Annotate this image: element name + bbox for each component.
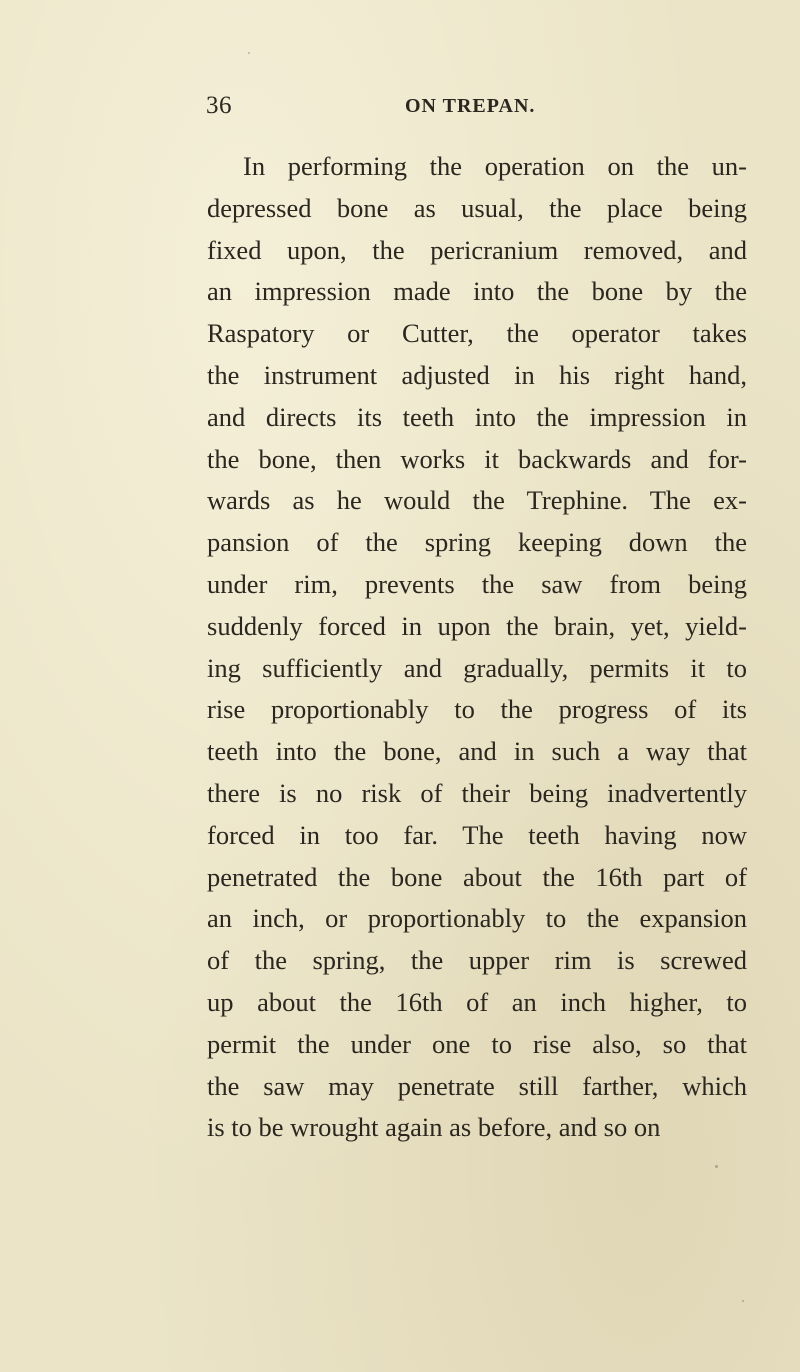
- text-line: of the spring, the upper rim is screwed: [207, 945, 747, 976]
- text-line: the instrument adjusted in his right hand,: [207, 359, 747, 390]
- text-line: and directs its teeth into the impression in: [207, 401, 747, 432]
- paper-speck: [715, 1165, 718, 1168]
- running-title: ON TREPAN.: [405, 95, 536, 117]
- text-line: the saw may penetrate still farther, which: [207, 1070, 747, 1101]
- text-line: fixed upon, the pericranium removed, and: [207, 234, 747, 265]
- text-line: Raspatory or Cutter, the operator takes: [207, 318, 747, 349]
- page-number: 36: [206, 92, 232, 119]
- text-line: an inch, or proportionably to the expansion: [207, 903, 747, 934]
- body-paragraph: [207, 146, 747, 1149]
- text-line: depressed bone as usual, the place being: [207, 192, 747, 223]
- text-line: there is no risk of their being inadvertently: [207, 777, 747, 808]
- paper-speck: [742, 1300, 744, 1302]
- text-line: under rim, prevents the saw from being: [207, 568, 747, 599]
- text-line: penetrated the bone about the 16th part of: [207, 861, 747, 892]
- text-line: pansion of the spring keeping down the: [207, 527, 747, 558]
- text-line: wards as he would the Trephine. The ex-: [207, 485, 747, 516]
- text-line: teeth into the bone, and in such a way that: [207, 736, 747, 767]
- text-line: rise proportionably to the progress of its: [207, 694, 747, 725]
- text-line: up about the 16th of an inch higher, to: [207, 986, 747, 1017]
- text-line: the bone, then works it backwards and for-: [207, 443, 747, 474]
- text-line: is to be wrought again as before, and so on: [207, 1112, 661, 1143]
- text-line: an impression made into the bone by the: [207, 276, 747, 307]
- paper-speck: [248, 52, 250, 54]
- running-head: [206, 92, 766, 122]
- text-line: forced in too far. The teeth having now: [207, 819, 747, 850]
- text-line: permit the under one to rise also, so that: [207, 1028, 747, 1059]
- text-line: suddenly forced in upon the brain, yet, yield-: [207, 610, 747, 641]
- text-line: ing sufficiently and gradually, permits it to: [207, 652, 747, 683]
- text-line: In performing the operation on the un-: [243, 151, 747, 181]
